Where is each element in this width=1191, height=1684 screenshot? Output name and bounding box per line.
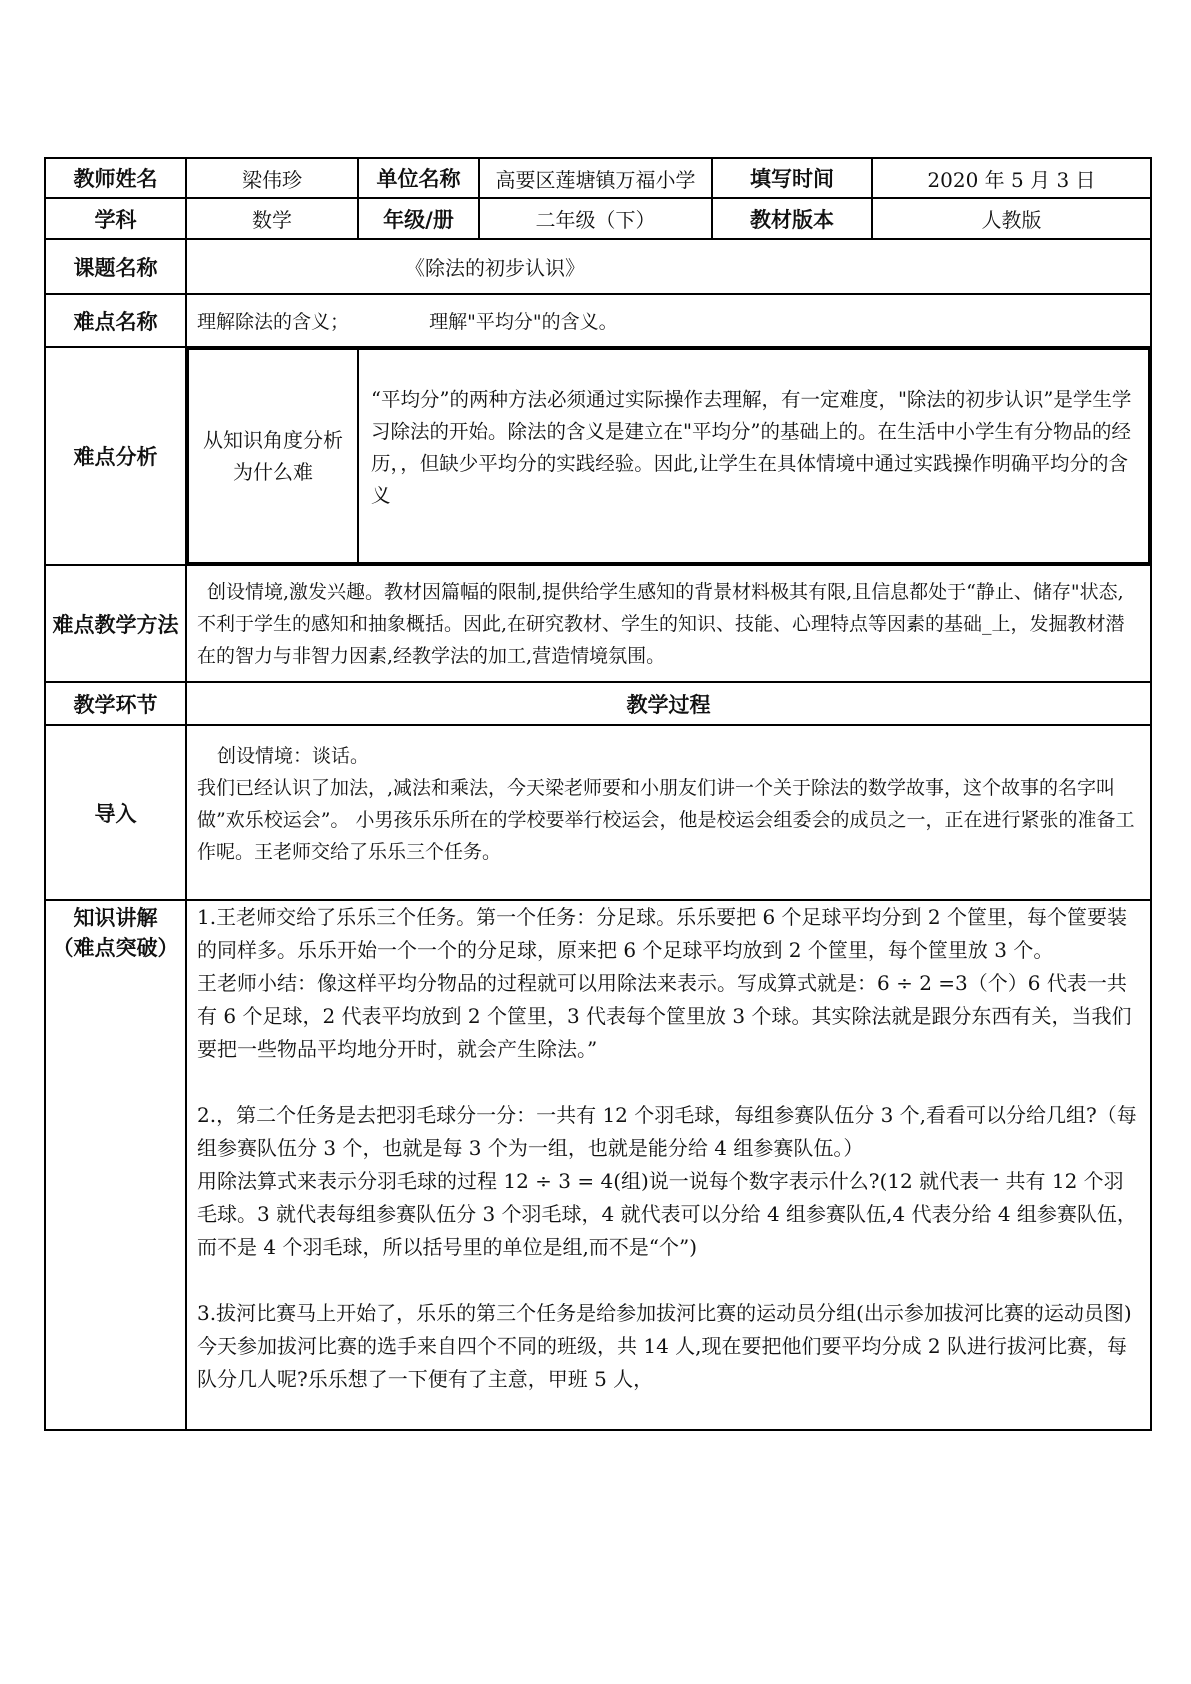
analysis-sub-label: 从知识角度分析为什么难	[188, 349, 358, 563]
teacher-value: 梁伟珍	[186, 158, 358, 198]
knowledge-paragraph-1: 1.王老师交给了乐乐三个任务。第一个任务：分足球。乐乐要把 6 个足球平均分到 2 个筐里，每个筐要装的同样多。乐乐开始一个一个的分足球，原来把 6 个足球平均放到 2 个筐里，每个筐里放 3 个。	[197, 905, 1127, 962]
topic-row	[45, 239, 1151, 294]
method-text: 创设情境,激发兴趣。教材因篇幅的限制,提供给学生感知的背景材料极其有限,且信息都处于“静止、储存"状态,不利于学生的感知和抽象概括。因此,在研究教材、学生的知识、技能、心理特点等因素的基础_上，发掘教材潜在的智力与非智力因素,经教学法的加工,营造情境氛围。	[186, 565, 1151, 682]
difficulty-part-1: 理解除法的含义；	[197, 311, 350, 333]
knowledge-paragraph-3: 2.，第二个任务是去把羽毛球分一分：一共有 12 个羽毛球，每组参赛队伍分 3 个,看看可以分给几组?（每组参赛队伍分 3 个，也就是每 3 个为一组，也就是能分给 4 组参赛队伍。）	[197, 1103, 1137, 1160]
edition-value: 人教版	[872, 198, 1151, 239]
grade-label: 年级/册	[358, 198, 479, 239]
lesson-plan-table	[44, 157, 1152, 1431]
topic-label: 课题名称	[45, 239, 186, 294]
process-label: 教学环节	[45, 682, 186, 725]
date-label: 填写时间	[712, 158, 872, 198]
difficulty-part-2: 理解"平均分"的含义。	[429, 311, 618, 333]
analysis-label: 难点分析	[45, 347, 186, 565]
teacher-label: 教师姓名	[45, 158, 186, 198]
process-header-row	[45, 682, 1151, 725]
intro-row	[45, 725, 1151, 900]
date-value: 2020 年 5 月 3 日	[872, 158, 1151, 198]
difficulty-row	[45, 294, 1151, 347]
analysis-row	[45, 347, 1151, 565]
unit-value: 高要区莲塘镇万福小学	[479, 158, 712, 198]
intro-label: 导入	[45, 725, 186, 900]
knowledge-label	[45, 900, 186, 1430]
topic-value: 《除法的初步认识》	[186, 239, 1151, 294]
subject-label: 学科	[45, 198, 186, 239]
analysis-content	[186, 347, 1151, 565]
difficulty-label: 难点名称	[45, 294, 186, 347]
process-value: 教学过程	[186, 682, 1151, 725]
knowledge-paragraph-2: 王老师小结：像这样平均分物品的过程就可以用除法来表示。写成算式就是：6 ÷ 2 =3（个）6 代表一共有 6 个足球，2 代表平均放到 2 个筐里，3 代表每个筐里放 3 个球。其实除法就是跟分东西有关，当我们要把一些物品平均地分开时，就会产生除法。”	[197, 971, 1132, 1061]
intro-line-1: 创设情境：谈话。	[217, 745, 370, 767]
knowledge-paragraph-5: 3.拔河比赛马上开始了，乐乐的第三个任务是给参加拔河比赛的运动员分组(出示参加拔河比赛的运动员图)今天参加拔河比赛的选手来自四个不同的班级，共 14 人,现在要把他们要平均分成 2 队进行拔河比赛，每队分几人呢?乐乐想了一下便有了主意，甲班 5 人，	[197, 1301, 1132, 1391]
intro-content	[186, 725, 1151, 900]
header-row-2	[45, 198, 1151, 239]
knowledge-row	[45, 900, 1151, 1430]
knowledge-label-line-2: （难点突破）	[52, 936, 179, 960]
intro-text: 我们已经认识了加法，,减法和乘法，今天梁老师要和小朋友们讲一个关于除法的数学故事，这个故事的名字叫做”欢乐校运会”。 小男孩乐乐所在的学校要举行校运会，他是校运会组委会的成员之一，正在进行紧张的准备工作呢。王老师交给了乐乐三个任务。	[197, 777, 1135, 863]
method-row	[45, 565, 1151, 682]
unit-label: 单位名称	[358, 158, 479, 198]
subject-value: 数学	[186, 198, 358, 239]
header-row-1	[45, 158, 1151, 198]
difficulty-value	[186, 294, 1151, 347]
knowledge-label-line-1: 知识讲解	[73, 906, 158, 930]
analysis-text: “平均分”的两种方法必须通过实际操作去理解，有一定难度，"除法的初步认识”是学生学习除法的开始。除法的含义是建立在"平均分”的基础上的。在生活中小学生有分物品的经历，，但缺少平均分的实践经验。因此,让学生在具体情境中通过实践操作明确平均分的含义	[358, 349, 1149, 563]
knowledge-content	[186, 900, 1151, 1430]
knowledge-paragraph-4: 用除法算式来表示分羽毛球的过程 12 ÷ 3 = 4(组)说一说每个数字表示什么?(12 就代表一 共有 12 个羽毛球。3 就代表每组参赛队伍分 3 个羽毛球，4 就代表可以分给 4 组参赛队伍,4 代表分给 4 组参赛队伍，而不是 4 个羽毛球，所以括号里的单位是组,而不是“个”)	[197, 1169, 1137, 1259]
edition-label: 教材版本	[712, 198, 872, 239]
grade-value: 二年级（下）	[479, 198, 712, 239]
method-label: 难点教学方法	[45, 565, 186, 682]
